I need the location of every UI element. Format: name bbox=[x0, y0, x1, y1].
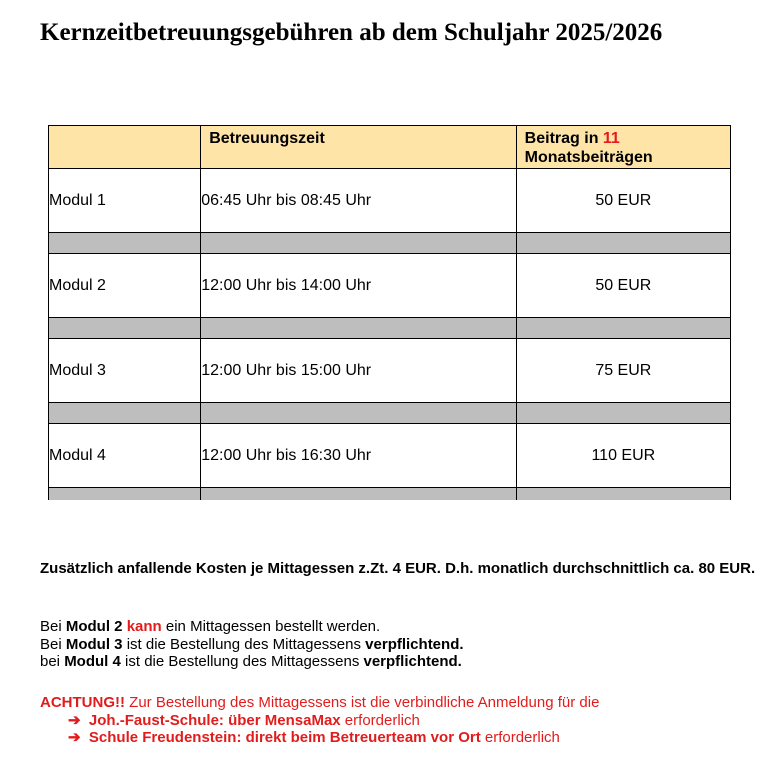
separator-row bbox=[49, 488, 731, 501]
list-item: ➔ Joh.-Faust-Schule: über MensaMax erforderlich bbox=[68, 711, 420, 729]
table-header-row bbox=[49, 126, 731, 169]
module-time: 12:00 Uhr bis 14:00 Uhr bbox=[201, 254, 516, 318]
module-price: 50 EUR bbox=[516, 254, 730, 318]
fee-table bbox=[48, 125, 731, 500]
table-row bbox=[49, 254, 731, 318]
separator-row bbox=[49, 403, 731, 424]
list-item: ➔ Schule Freudenstein: direkt beim Betreuerteam vor Ort erforderlich bbox=[68, 729, 560, 746]
header-cell-time: Betreuungszeit bbox=[201, 126, 516, 169]
lunch-rule-modul-4: bei Modul 4 ist die Bestellung des Mittagessens verpflichtend. bbox=[40, 653, 462, 670]
lunch-rule-modul-2: Bei Modul 2 kann ein Mittagessen bestellt werden. bbox=[40, 618, 381, 635]
header-cell-empty bbox=[49, 126, 201, 169]
arrow-right-icon: ➔ bbox=[68, 711, 81, 729]
separator-row bbox=[49, 233, 731, 254]
header-cell-fee: Beitrag in 11 Monatsbeiträgen bbox=[516, 126, 730, 169]
module-name: Modul 4 bbox=[49, 424, 201, 488]
table-row bbox=[49, 339, 731, 403]
page-title: Kernzeitbetreuungsgebühren ab dem Schuljahr 2025/2026 bbox=[40, 19, 663, 46]
module-name: Modul 1 bbox=[49, 169, 201, 233]
module-time: 06:45 Uhr bis 08:45 Uhr bbox=[201, 169, 516, 233]
module-price: 110 EUR bbox=[516, 424, 730, 488]
lunch-rule-modul-3: Bei Modul 3 ist die Bestellung des Mittagessens verpflichtend. bbox=[40, 635, 464, 653]
module-price: 75 EUR bbox=[516, 339, 730, 403]
table-row bbox=[49, 424, 731, 488]
costs-note: Zusätzlich anfallende Kosten je Mittagessen z.Zt. 4 EUR. D.h. monatlich durchschnittlich ca. 80 EUR. bbox=[40, 560, 756, 577]
attention-heading: ACHTUNG!! Zur Bestellung des Mittagessens ist die verbindliche Anmeldung für die bbox=[40, 694, 600, 711]
module-name: Modul 2 bbox=[49, 254, 201, 318]
separator-row bbox=[49, 318, 731, 339]
table-row bbox=[49, 169, 731, 233]
module-time: 12:00 Uhr bis 16:30 Uhr bbox=[201, 424, 516, 488]
attention-note bbox=[40, 694, 599, 747]
module-time: 12:00 Uhr bis 15:00 Uhr bbox=[201, 339, 516, 403]
lunch-rules bbox=[40, 618, 464, 671]
module-name: Modul 3 bbox=[49, 339, 201, 403]
module-price: 50 EUR bbox=[516, 169, 730, 233]
arrow-right-icon: ➔ bbox=[68, 729, 81, 746]
